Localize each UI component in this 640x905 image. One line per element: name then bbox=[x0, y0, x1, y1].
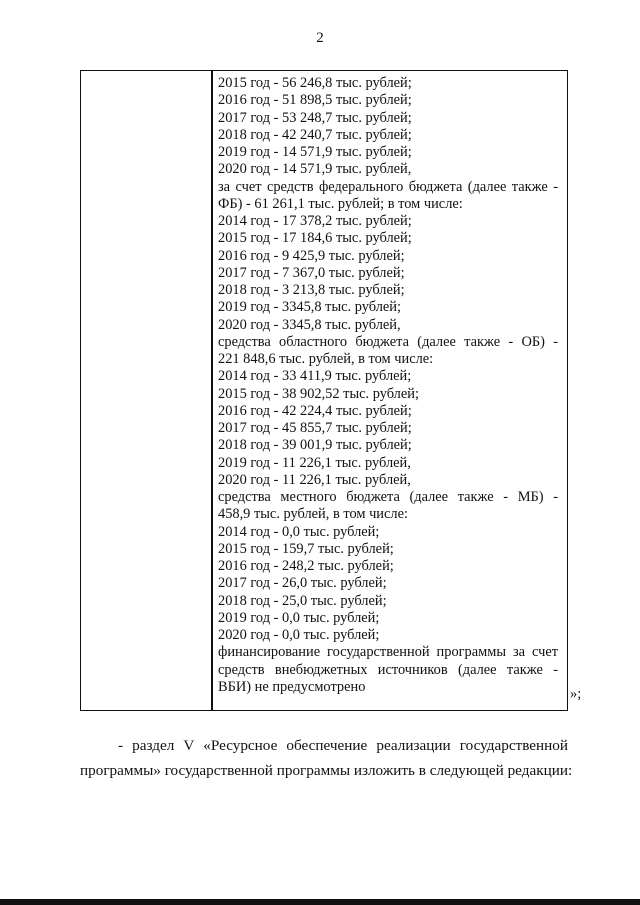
page-number: 2 bbox=[316, 30, 324, 46]
funding-table bbox=[80, 70, 568, 711]
funding-line: 2016 год - 9 425,9 тыс. рублей; bbox=[218, 247, 405, 264]
funding-line: 2017 год - 45 855,7 тыс. рублей; bbox=[218, 420, 412, 436]
funding-line: средства местного бюджета (далее также - МБ) - bbox=[218, 489, 558, 505]
funding-line: ВБИ) не предусмотрено bbox=[218, 678, 366, 695]
funding-line: финансирование государственной программы за счет bbox=[218, 644, 558, 661]
funding-line: 221 848,6 тыс. рублей, в том числе: bbox=[218, 351, 434, 367]
funding-line: 2016 год - 51 898,5 тыс. рублей; bbox=[218, 92, 412, 109]
funding-line: 2018 год - 42 240,7 тыс. рублей; bbox=[218, 126, 412, 143]
funding-line: 2015 год - 56 246,8 тыс. рублей; bbox=[218, 75, 412, 91]
funding-line: 2017 год - 53 248,7 тыс. рублей; bbox=[218, 109, 412, 126]
amendment-paragraph bbox=[80, 733, 573, 783]
funding-line: 2015 год - 159,7 тыс. рублей; bbox=[218, 540, 394, 557]
closing-quote: »; bbox=[570, 686, 582, 702]
funding-line: за счет средств федерального бюджета (далее также - bbox=[218, 178, 558, 195]
funding-line: 2014 год - 17 378,2 тыс. рублей; bbox=[218, 213, 412, 229]
funding-line: 2020 год - 0,0 тыс. рублей; bbox=[218, 627, 380, 643]
funding-line: 2019 год - 3345,8 тыс. рублей; bbox=[218, 299, 401, 316]
funding-line: 2020 год - 3345,8 тыс. рублей, bbox=[218, 316, 401, 333]
funding-line: 2020 год - 14 571,9 тыс. рублей, bbox=[218, 161, 412, 178]
funding-line: 2017 год - 7 367,0 тыс. рублей; bbox=[218, 264, 405, 281]
funding-line: 2019 год - 11 226,1 тыс. рублей, bbox=[218, 454, 411, 471]
funding-line: 458,9 тыс. рублей, в том числе: bbox=[218, 506, 408, 523]
funding-line: ФБ) - 61 261,1 тыс. рублей; в том числе: bbox=[218, 195, 463, 212]
funding-line: 2018 год - 25,0 тыс. рублей; bbox=[218, 592, 387, 609]
funding-line: 2020 год - 11 226,1 тыс. рублей, bbox=[218, 471, 411, 488]
paragraph-line: программы» государственной программы изложить в следующей редакции: bbox=[80, 762, 573, 779]
funding-line: 2014 год - 33 411,9 тыс. рублей; bbox=[218, 368, 412, 385]
paragraph-line: - раздел V «Ресурсное обеспечение реализации государственной bbox=[118, 737, 568, 754]
funding-line: 2015 год - 38 902,52 тыс. рублей; bbox=[218, 385, 419, 402]
funding-line: средств внебюджетных источников (далее также - bbox=[218, 661, 558, 678]
table-column-divider bbox=[211, 71, 213, 710]
funding-line: 2016 год - 248,2 тыс. рублей; bbox=[218, 558, 394, 574]
bottom-border bbox=[0, 899, 640, 905]
funding-line: средства областного бюджета (далее также - ОБ) - bbox=[218, 333, 558, 350]
funding-cell bbox=[218, 75, 558, 696]
funding-line: 2017 год - 26,0 тыс. рублей; bbox=[218, 575, 387, 592]
funding-line: 2016 год - 42 224,4 тыс. рублей; bbox=[218, 402, 412, 419]
funding-line: 2014 год - 0,0 тыс. рублей; bbox=[218, 523, 380, 540]
funding-line: 2015 год - 17 184,6 тыс. рублей; bbox=[218, 230, 412, 247]
funding-line: 2019 год - 14 571,9 тыс. рублей; bbox=[218, 144, 412, 160]
funding-line: 2018 год - 3 213,8 тыс. рублей; bbox=[218, 282, 405, 298]
funding-line: 2018 год - 39 001,9 тыс. рублей; bbox=[218, 437, 412, 454]
funding-line: 2019 год - 0,0 тыс. рублей; bbox=[218, 609, 380, 626]
